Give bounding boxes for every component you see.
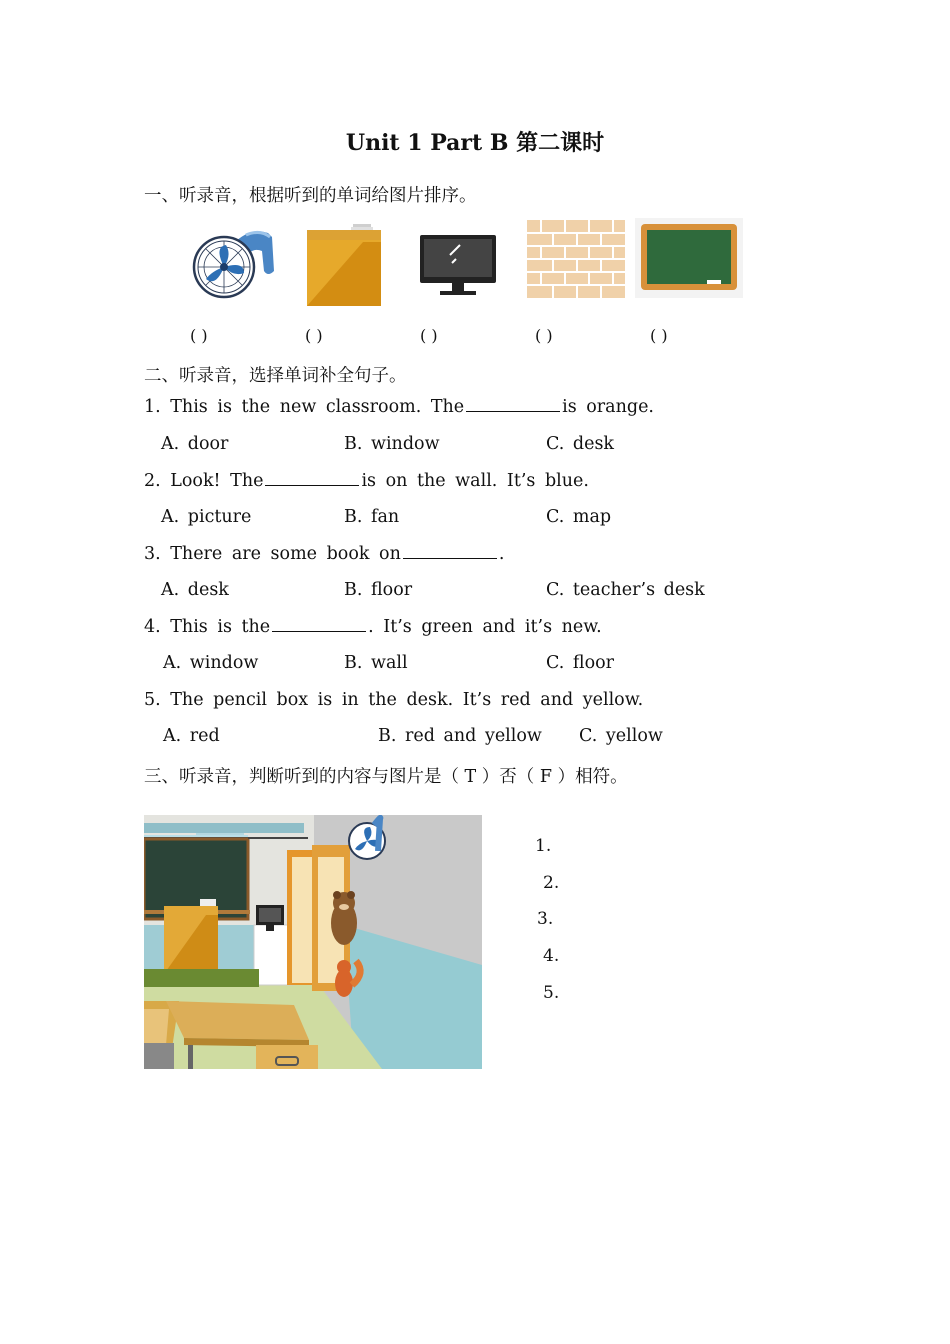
blackboard-icon bbox=[635, 218, 743, 298]
question-text: 3. There are some book on bbox=[144, 544, 401, 564]
option: A. red bbox=[163, 726, 220, 746]
wall-icon bbox=[527, 220, 625, 298]
computer-icon bbox=[418, 233, 498, 299]
answer-paren: ( ) bbox=[305, 326, 323, 345]
tf-item: 1. bbox=[535, 836, 552, 856]
answer-blank bbox=[466, 397, 560, 412]
question-text: is on the wall. It’s blue. bbox=[361, 471, 589, 491]
tf-item: 2. bbox=[543, 873, 560, 893]
section3-heading: 三、听录音，判断听到的内容与图片是（ T ）否（ F ）相符。 bbox=[144, 767, 628, 787]
option: B. floor bbox=[344, 580, 413, 600]
option: B. red and yellow bbox=[378, 726, 542, 746]
section1-heading: 一、听录音，根据听到的单词给图片排序。 bbox=[144, 186, 477, 206]
question-5 bbox=[144, 690, 643, 710]
option: C. floor bbox=[546, 653, 615, 673]
tf-item: 5. bbox=[543, 983, 560, 1003]
answer-paren: ( ) bbox=[190, 326, 208, 345]
question-3 bbox=[144, 544, 504, 564]
tf-item: 4. bbox=[543, 946, 560, 966]
question-1 bbox=[144, 397, 654, 417]
question-text: . It’s green and it’s new. bbox=[368, 617, 602, 637]
answer-paren: ( ) bbox=[650, 326, 668, 345]
question-2 bbox=[144, 471, 589, 491]
option: A. window bbox=[163, 653, 259, 673]
fan-icon bbox=[190, 225, 278, 305]
question-text: 5. The pencil box is in the desk. It’s red and yellow. bbox=[144, 690, 644, 710]
answer-blank bbox=[265, 471, 359, 486]
question-text: is orange. bbox=[562, 397, 654, 417]
tf-item: 3. bbox=[537, 909, 554, 929]
option: B. wall bbox=[344, 653, 408, 673]
option: A. door bbox=[161, 434, 229, 454]
question-text: 2. Look! The bbox=[144, 471, 264, 491]
teacher-desk-icon bbox=[305, 222, 383, 308]
answer-blank bbox=[403, 544, 497, 559]
answer-blank bbox=[272, 617, 366, 632]
option: C. teacher’s desk bbox=[546, 580, 705, 600]
option: C. map bbox=[546, 507, 612, 527]
question-4 bbox=[144, 617, 602, 637]
option: B. window bbox=[344, 434, 440, 454]
option: C. yellow bbox=[579, 726, 663, 746]
option: A. desk bbox=[161, 580, 229, 600]
answer-paren: ( ) bbox=[420, 326, 438, 345]
question-text: 1. This is the new classroom. The bbox=[144, 397, 465, 417]
option: B. fan bbox=[344, 507, 400, 527]
question-text: . bbox=[498, 544, 505, 564]
page-title: Unit 1 Part B 第二课时 bbox=[345, 130, 605, 156]
question-text: 4. This is the bbox=[144, 617, 271, 637]
classroom-picture bbox=[144, 815, 482, 1069]
option: C. desk bbox=[546, 434, 615, 454]
answer-paren: ( ) bbox=[535, 326, 553, 345]
section2-heading: 二、听录音，选择单词补全句子。 bbox=[144, 366, 407, 386]
option: A. picture bbox=[161, 507, 252, 527]
